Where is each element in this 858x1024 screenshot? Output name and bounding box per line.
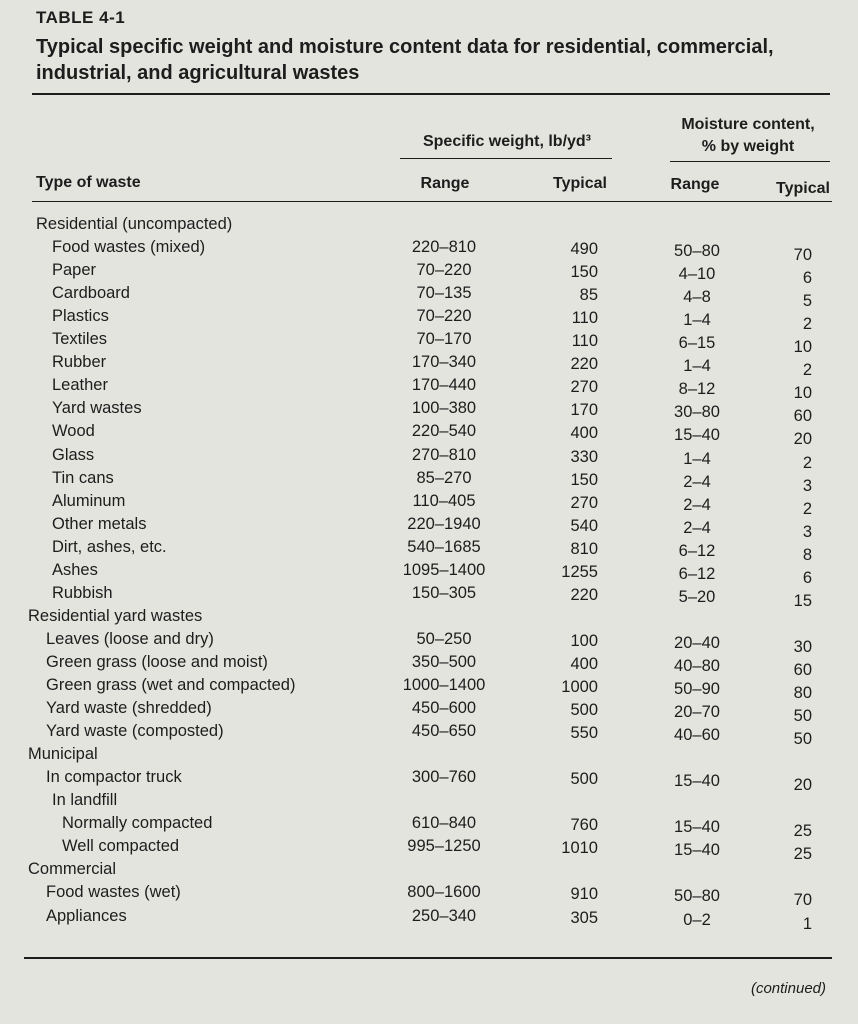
- sw-typical-cell: 330: [570, 447, 598, 466]
- mc-typical-cell: 8: [802, 545, 812, 564]
- sw-range-cell: 150–305: [411, 583, 477, 602]
- sw-range-cell: 350–500: [411, 652, 477, 671]
- waste-type-label: Food wastes (mixed): [52, 238, 206, 257]
- mc-typical-cell: 6: [802, 568, 812, 587]
- mc-range-cell: 1–4: [683, 449, 711, 468]
- sw-typical-cell: 270: [570, 493, 598, 512]
- mc-typical-cell: 70: [793, 891, 812, 910]
- mc-range-cell: 15–40: [674, 818, 720, 837]
- mc-range-cell: 40–60: [674, 726, 720, 745]
- sw-range-cell: 250–340: [411, 906, 477, 925]
- mc-range-cell: 6–12: [678, 564, 716, 583]
- mc-typical-cell: 25: [793, 845, 812, 864]
- sw-range-cell: 70–220: [416, 261, 472, 280]
- mc-range-cell: 15–40: [674, 841, 720, 860]
- sw-range-cell: 110–405: [412, 491, 476, 510]
- waste-type-label: Ashes: [52, 560, 98, 579]
- sw-range-cell: 85–270: [416, 468, 472, 487]
- mc-typical-cell: 50: [793, 730, 812, 749]
- sw-typical-cell: 400: [570, 654, 598, 673]
- group-label: Commercial: [28, 860, 117, 879]
- waste-type-label: Appliances: [46, 906, 127, 925]
- waste-type-label: Leaves (loose and dry): [46, 629, 214, 648]
- sw-typical-cell: 500: [570, 701, 598, 720]
- waste-type-label: Green grass (wet and compacted): [46, 676, 296, 694]
- header-type-of-waste: Type of waste: [36, 174, 141, 191]
- table-label: TABLE 4-1: [36, 8, 126, 27]
- sw-typical-cell: 540: [570, 516, 598, 535]
- mc-range-cell: 20–40: [674, 633, 720, 652]
- waste-type-label: In compactor truck: [46, 768, 182, 787]
- waste-type-label: Dirt, ashes, etc.: [52, 537, 167, 556]
- sw-typical-cell: 1000: [561, 678, 598, 696]
- sw-typical-cell: 490: [570, 240, 598, 259]
- sw-range-cell: 70–170: [416, 330, 472, 349]
- mc-typical-cell: 2: [802, 361, 812, 380]
- mc-range-cell: 6–15: [678, 334, 716, 353]
- sw-typical-cell: 1255: [561, 562, 598, 581]
- header-specific-weight: Specific weight, lb/yd³: [422, 133, 592, 150]
- mc-range-cell: 1–4: [683, 311, 711, 330]
- waste-type-label: Tin cans: [52, 468, 114, 487]
- sw-range-cell: 170–340: [411, 353, 477, 372]
- waste-type-label: Food wastes (wet): [46, 883, 181, 902]
- group-label: In landfill: [52, 791, 118, 810]
- mc-typical-cell: 60: [793, 407, 812, 426]
- sw-range-cell: 70–220: [416, 307, 472, 326]
- header-sw-range: Range: [420, 175, 470, 192]
- mc-typical-cell: 10: [793, 384, 812, 403]
- sw-typical-cell: 100: [570, 631, 598, 650]
- sw-typical-cell: 110: [571, 309, 598, 328]
- sw-typical-cell: 220: [570, 355, 598, 374]
- sw-range-cell: 1095–1400: [402, 560, 486, 579]
- mc-range-cell: 5–20: [678, 587, 716, 606]
- moisture-underline: [670, 161, 830, 162]
- group-label: Residential yard wastes: [28, 606, 203, 625]
- header-moisture-line1: Moisture content,: [681, 116, 815, 133]
- waste-type-label: Rubber: [52, 353, 107, 372]
- sw-typical-cell: 170: [570, 401, 598, 420]
- waste-type-label: Paper: [52, 261, 97, 280]
- mc-range-cell: 50–90: [674, 680, 720, 698]
- waste-type-label: Glass: [52, 445, 95, 464]
- header-mc-range: Range: [670, 176, 720, 193]
- mc-range-cell: 20–70: [674, 703, 720, 722]
- mc-range-cell: 1–4: [683, 357, 711, 376]
- top-rule: [32, 93, 830, 95]
- header-moisture-line2: % by weight: [701, 138, 795, 155]
- sw-typical-cell: 810: [570, 539, 598, 558]
- mc-typical-cell: 3: [802, 522, 812, 541]
- mc-range-cell: 40–80: [674, 656, 720, 675]
- waste-type-label: Yard wastes: [52, 399, 142, 418]
- sw-range-cell: 1000–1400: [402, 676, 486, 694]
- mc-typical-cell: 2: [802, 453, 812, 472]
- sw-typical-cell: 400: [570, 424, 598, 443]
- sw-typical-cell: 150: [570, 263, 598, 282]
- mc-typical-cell: 80: [793, 684, 812, 702]
- sw-range-cell: 300–760: [411, 768, 477, 787]
- sw-typical-cell: 150: [570, 470, 598, 489]
- sw-typical-cell: 220: [570, 585, 598, 604]
- mc-range-cell: 2–4: [683, 518, 711, 537]
- group-label: Municipal: [28, 745, 98, 764]
- sw-range-cell: 995–1250: [407, 837, 481, 856]
- waste-type-label: Wood: [52, 422, 95, 441]
- table-title: Typical specific weight and moisture content data for residential, commercial, industrial, and agricultural wastes: [36, 36, 774, 84]
- mc-typical-cell: 50: [793, 707, 812, 726]
- mc-typical-cell: 70: [793, 246, 812, 265]
- mc-typical-cell: 2: [802, 315, 812, 334]
- sw-range-cell: 540–1685: [407, 537, 481, 556]
- mc-typical-cell: 1: [802, 914, 812, 933]
- sw-range-cell: 610–840: [411, 814, 477, 833]
- mc-range-cell: 15–40: [674, 772, 720, 791]
- waste-type-label: Cardboard: [52, 284, 130, 303]
- mc-range-cell: 8–12: [678, 380, 716, 399]
- mc-typical-cell: 2: [802, 499, 812, 518]
- mc-typical-cell: 3: [802, 476, 812, 495]
- header-sw-typical: Typical: [553, 175, 607, 192]
- mc-range-cell: 15–40: [674, 426, 720, 445]
- waste-type-label: Leather: [52, 376, 108, 395]
- waste-type-label: Aluminum: [52, 491, 126, 510]
- bottom-rule: [24, 957, 832, 959]
- continued-note: (continued): [750, 980, 826, 997]
- mc-typical-cell: 6: [802, 269, 812, 288]
- sw-range-cell: 50–250: [416, 629, 472, 648]
- waste-type-label: Rubbish: [52, 583, 113, 602]
- sw-typical-cell: 760: [570, 816, 598, 835]
- sw-range-cell: 220–1940: [407, 514, 481, 533]
- sw-typical-cell: 550: [570, 724, 598, 743]
- waste-type-label: Plastics: [52, 307, 109, 326]
- header-mc-typical: Typical: [776, 180, 830, 197]
- sw-typical-cell: 110: [571, 332, 598, 351]
- mc-typical-cell: 20: [793, 430, 812, 449]
- sw-range-cell: 270–810: [411, 445, 477, 464]
- mc-range-cell: 4–10: [678, 265, 716, 284]
- sw-typical-cell: 1010: [561, 839, 598, 858]
- header-rule: [32, 201, 832, 202]
- mc-typical-cell: 10: [793, 338, 812, 357]
- mc-typical-cell: 60: [793, 660, 812, 679]
- mc-range-cell: 2–4: [683, 495, 711, 514]
- sw-range-cell: 70–135: [416, 284, 472, 303]
- mc-range-cell: 4–8: [683, 288, 711, 307]
- waste-type-label: Textiles: [52, 330, 108, 349]
- sw-range-cell: 100–380: [411, 399, 477, 418]
- mc-typical-cell: 30: [793, 637, 812, 656]
- sw-typical-cell: 500: [570, 770, 598, 789]
- sw-range-cell: 220–810: [411, 238, 477, 257]
- sw-range-cell: 220–540: [411, 422, 477, 441]
- mc-typical-cell: 20: [793, 776, 812, 795]
- group-label: Residential (uncompacted): [36, 215, 233, 233]
- waste-type-label: Normally compacted: [62, 814, 213, 833]
- sw-typical-cell: 305: [570, 908, 598, 927]
- waste-type-label: Well compacted: [62, 837, 180, 856]
- mc-range-cell: 0–2: [683, 910, 711, 929]
- mc-typical-cell: 25: [793, 822, 812, 841]
- mc-typical-cell: 15: [793, 591, 812, 610]
- waste-type-label: Yard waste (composted): [46, 722, 224, 741]
- mc-range-cell: 50–80: [674, 887, 720, 906]
- sw-range-cell: 450–650: [411, 722, 477, 741]
- sw-range-cell: 170–440: [411, 376, 477, 395]
- sw-range-cell: 450–600: [411, 699, 477, 718]
- sw-typical-cell: 270: [570, 378, 598, 397]
- waste-type-label: Other metals: [52, 514, 147, 533]
- mc-typical-cell: 5: [802, 292, 812, 311]
- waste-type-label: Yard waste (shredded): [46, 699, 212, 718]
- mc-range-cell: 30–80: [674, 403, 720, 422]
- sw-range-cell: 800–1600: [407, 883, 481, 902]
- mc-range-cell: 6–12: [678, 541, 716, 560]
- mc-range-cell: 50–80: [674, 242, 720, 261]
- sw-typical-cell: 85: [579, 286, 598, 305]
- mc-range-cell: 2–4: [683, 472, 711, 491]
- waste-type-label: Green grass (loose and moist): [46, 652, 268, 671]
- sw-typical-cell: 910: [570, 885, 598, 904]
- specific-weight-underline: [400, 158, 612, 159]
